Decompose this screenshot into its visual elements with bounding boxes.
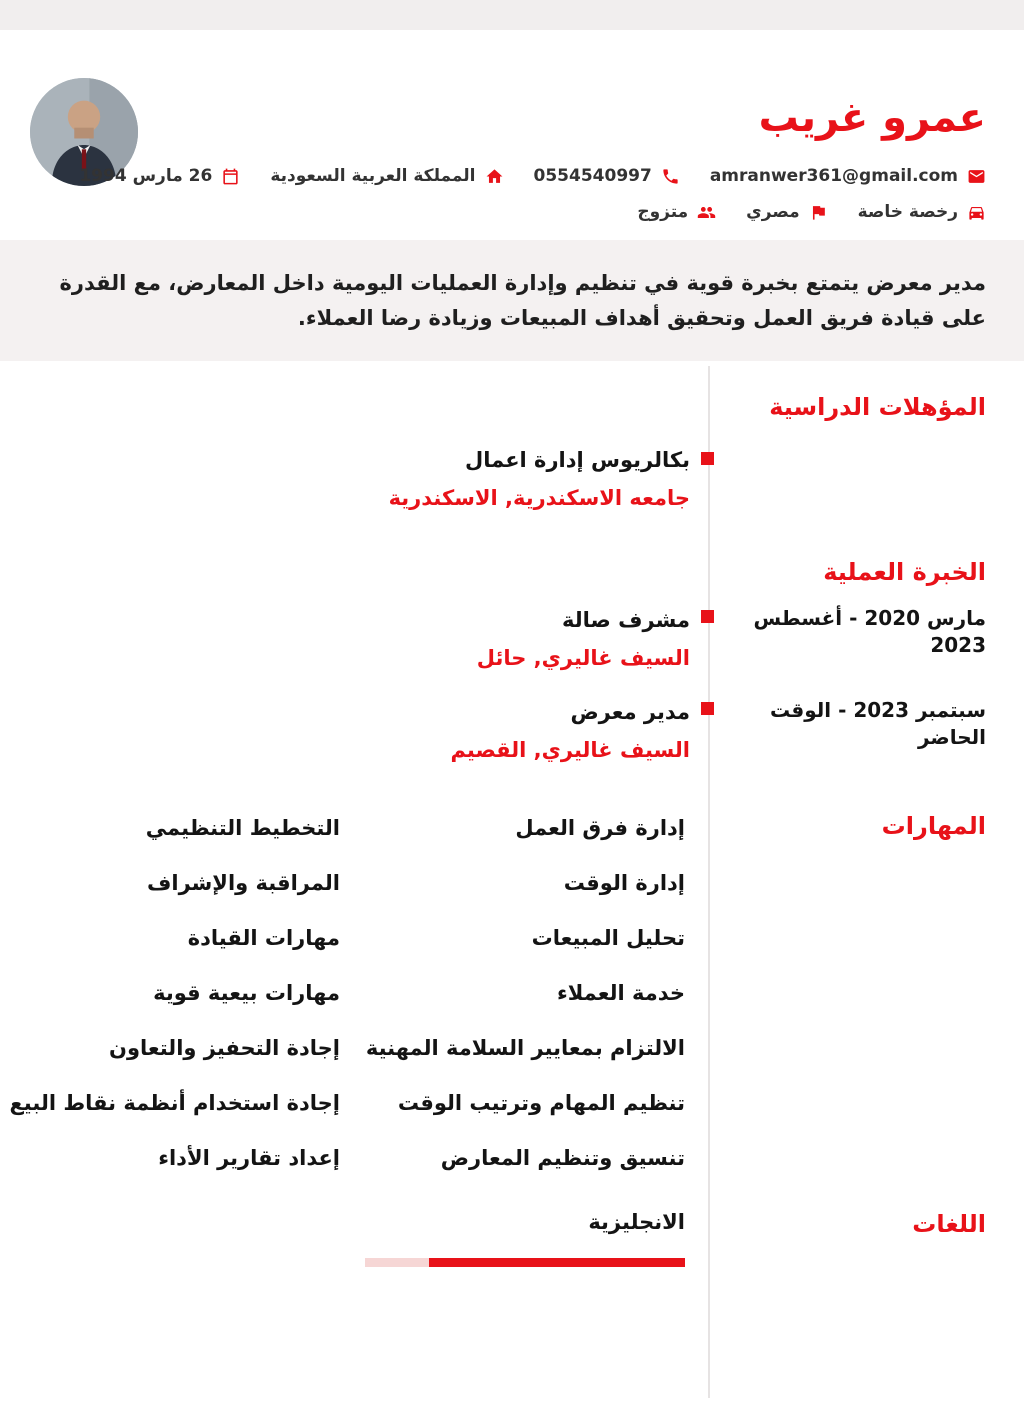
people-icon [697, 203, 716, 222]
education-school: جامعه الاسكندرية, الاسكندرية [388, 486, 690, 510]
skill-item: مهارات بيعية قوية [153, 981, 340, 1005]
skill-row [0, 1083, 1024, 1138]
skill-row [0, 808, 1024, 863]
flag-icon [809, 203, 828, 222]
experience-dates: سبتمبر 2023 - الوقت الحاضر [769, 698, 986, 749]
contact-location [270, 166, 503, 186]
contact-nationality [746, 202, 827, 222]
skill-item: إدارة فرق العمل [515, 816, 685, 840]
experience-company: السيف غاليري, القصيم [450, 738, 690, 762]
skill-item: التخطيط التنظيمي [145, 816, 340, 840]
skill-item: تحليل المبيعات [531, 926, 685, 950]
contact-marital-status-text: متزوج [637, 202, 689, 222]
section-title-experience: الخبرة العملية [823, 558, 986, 586]
experience-dates: مارس 2020 - أغسطس 2023 [753, 606, 986, 657]
language-level-fill [429, 1258, 685, 1267]
skill-item: مهارات القيادة [187, 926, 340, 950]
skill-item: إجادة استخدام أنظمة نقاط البيع [9, 1091, 340, 1115]
section-bullet [701, 452, 714, 465]
contact-birthdate-text: 26 مارس 1994 [79, 166, 213, 186]
education-degree: بكالريوس إدارة اعمال [465, 448, 690, 472]
skill-item: تنظيم المهام وترتيب الوقت [397, 1091, 685, 1115]
contact-row-1 [79, 166, 986, 186]
calendar-icon [221, 167, 240, 186]
contact-marital-status [637, 202, 716, 222]
skills-list [0, 808, 1024, 1193]
skill-item: إعداد تقارير الأداء [158, 1146, 340, 1170]
contact-phone [534, 166, 680, 186]
experience-role: مدير معرض [570, 700, 690, 724]
language-name: الانجليزية [588, 1210, 685, 1234]
skill-item: الالتزام بمعايير السلامة المهنية [365, 1036, 685, 1060]
section-bullet [701, 610, 714, 623]
car-icon [967, 203, 986, 222]
skill-item: تنسيق وتنظيم المعارض [440, 1146, 685, 1170]
section-title-skills: المهارات [881, 812, 986, 840]
skill-row [0, 973, 1024, 1028]
skill-row [0, 1138, 1024, 1193]
skill-row [0, 1028, 1024, 1083]
home-icon [485, 167, 504, 186]
skill-item: خدمة العملاء [556, 981, 685, 1005]
contact-email-text: amranwer361@gmail.com [709, 166, 958, 186]
skill-row [0, 918, 1024, 973]
skill-item: إدارة الوقت [563, 871, 685, 895]
section-title-education: المؤهلات الدراسية [769, 393, 986, 421]
skill-row [0, 863, 1024, 918]
contact-phone-text: 0554540997 [533, 166, 652, 186]
experience-company: السيف غاليري, حائل [476, 646, 690, 670]
contact-email [710, 166, 986, 186]
top-strip [0, 0, 1024, 30]
profile-summary: مدير معرض يتمتع بخبرة قوية في تنظيم وإدارة العمليات اليومية داخل المعارض، مع القدرة على قيادة فريق العمل وتحقيق أهداف المبيعات وزيادة رضا العملاء. [0, 240, 1024, 361]
contact-birthdate [79, 166, 240, 186]
contact-row-2 [637, 202, 986, 222]
contact-license-text: رخصة خاصة [857, 202, 958, 222]
section-title-languages: اللغات [912, 1210, 986, 1238]
skill-item: إجادة التحفيز والتعاون [109, 1036, 340, 1060]
contact-location-text: المملكة العربية السعودية [270, 166, 476, 186]
phone-icon [661, 167, 680, 186]
candidate-name: عمرو غريب [758, 95, 986, 141]
language-level-bar [365, 1258, 685, 1267]
contact-license [858, 202, 986, 222]
contact-nationality-text: مصري [746, 202, 800, 222]
section-bullet [701, 702, 714, 715]
skill-item: المراقبة والإشراف [147, 871, 340, 895]
envelope-icon [967, 167, 986, 186]
experience-role: مشرف صالة [562, 608, 690, 632]
